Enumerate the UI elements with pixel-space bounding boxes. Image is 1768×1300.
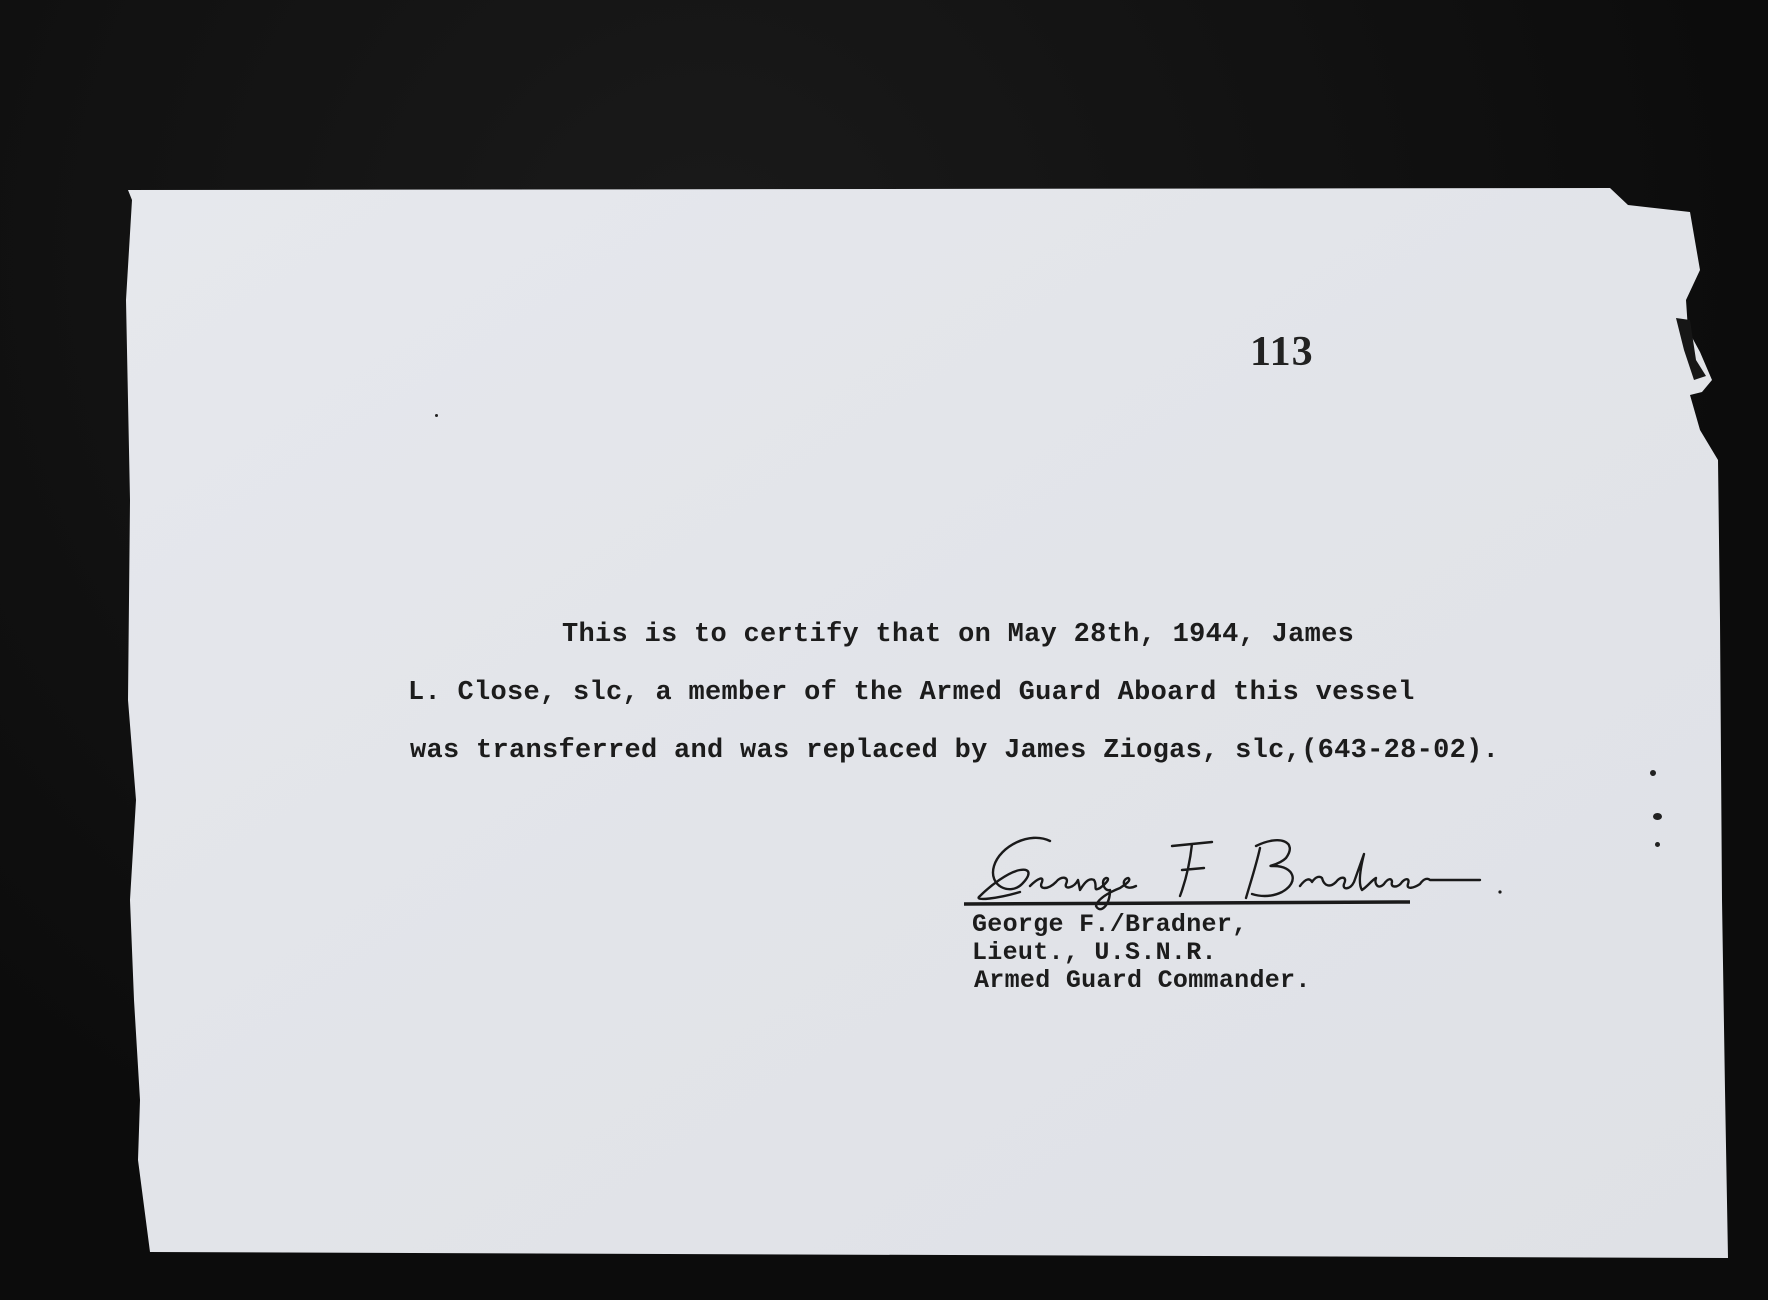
ink-speck [1653,813,1662,820]
ink-speck [1650,770,1656,776]
certification-line-1: This is to certify that on May 28th, 1944, James [562,620,1355,650]
signer-rank: Lieut., U.S.N.R. [972,938,1217,967]
certification-line-2: L. Close, slc, a member of the Armed Guard Aboard this vessel [408,678,1415,708]
certification-line-3: was transferred and was replaced by James Ziogas, slc,(643-28-02). [410,736,1500,766]
handwritten-signature [960,826,1520,916]
ink-speck [1655,842,1660,847]
typed-signer-name: George F./Bradner, [972,910,1248,939]
signer-title: Armed Guard Commander. [974,966,1311,995]
page-number: 113 [1250,329,1314,375]
ink-speck [435,414,438,417]
